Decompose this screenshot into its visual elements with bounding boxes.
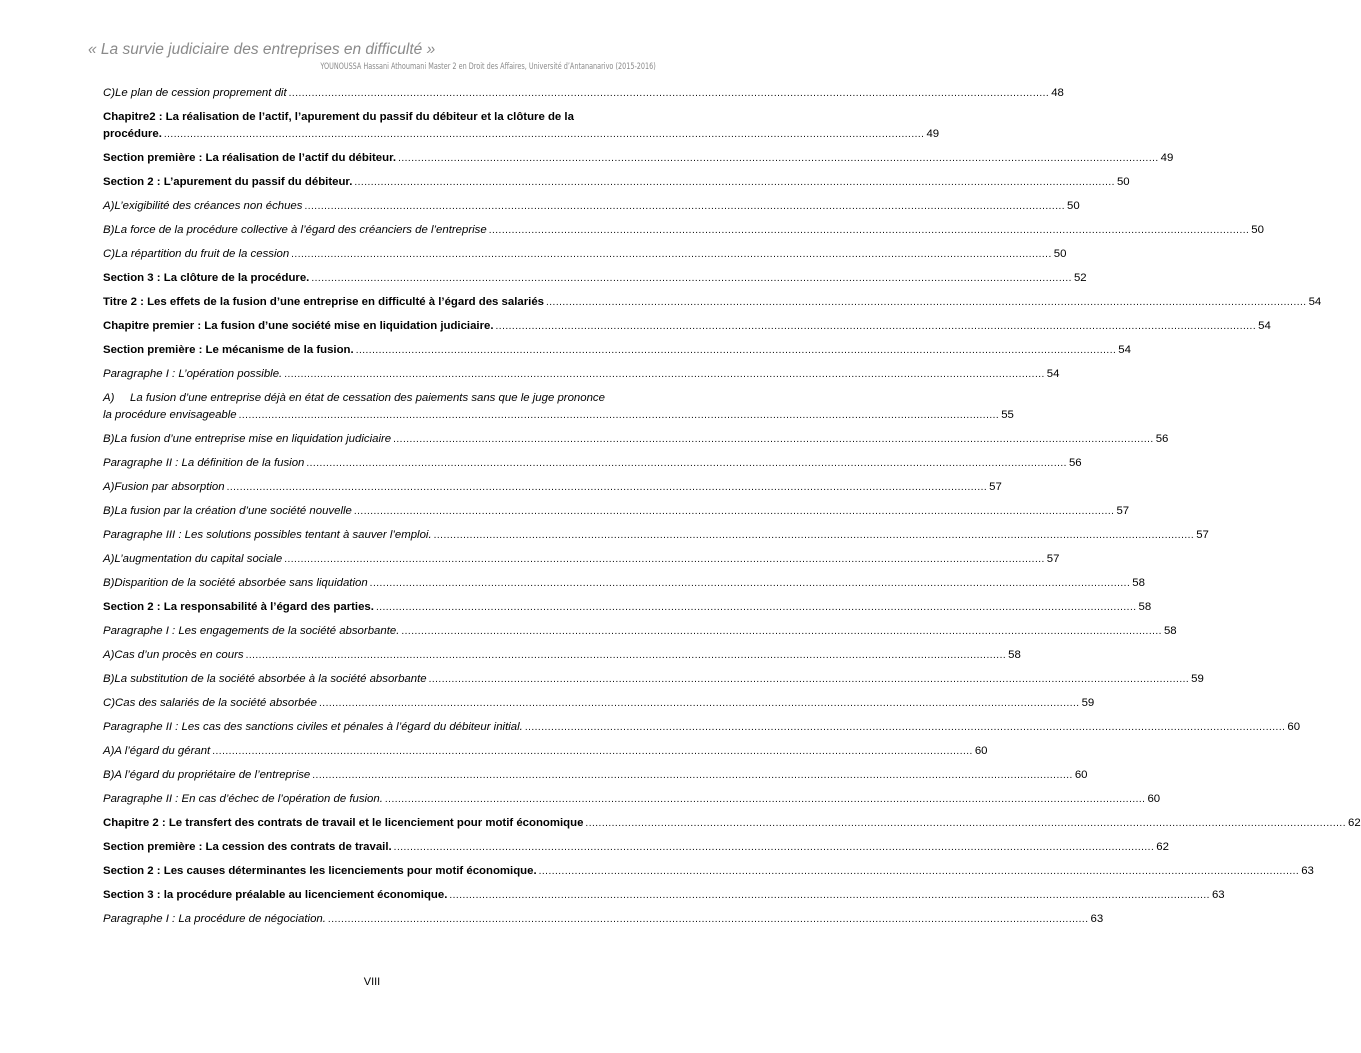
toc-entry-title: Section première : Le mécanisme de la fusion. <box>103 344 354 356</box>
toc-entry[interactable] <box>103 86 1064 101</box>
toc-entry[interactable] <box>103 456 1082 471</box>
toc-leader-dots: ........................................................................................................................................................................................................................................ <box>319 698 1080 709</box>
toc-entry-letter: B) <box>103 224 115 236</box>
toc-entry-letter: C) <box>103 248 116 260</box>
page-number: VIII <box>363 976 381 988</box>
toc-entry-title: Chapitre 2 : Le transfert des contrats de travail et le licenciement pour motif économique <box>103 817 584 829</box>
toc-entry-page: 54 <box>1308 296 1322 308</box>
toc-entry-page: 59 <box>1191 673 1204 685</box>
toc-leader-dots: ........................................................................................................................................................................................................................................ <box>585 818 1346 829</box>
toc-entry-letter: B) <box>103 433 115 445</box>
toc-entry[interactable] <box>103 343 1131 358</box>
toc-entry-title: Paragraphe I : L’opération possible. <box>103 368 283 380</box>
toc-entry-page: 57 <box>1116 505 1130 517</box>
toc-entry-title: La force de la procédure collective à l’égard des créanciers de l’entreprise <box>114 224 487 236</box>
toc-entry-page: 54 <box>1258 320 1271 332</box>
toc-entry-title: Paragraphe II : En cas d’échec de l’opération de fusion. <box>103 793 383 805</box>
toc-entry-page: 49 <box>926 128 940 140</box>
toc-entry-page: 58 <box>1163 625 1177 637</box>
toc-leader-dots: ........................................................................................................................................................................................................................................ <box>284 369 1045 380</box>
toc-entry-page: 50 <box>1116 176 1130 188</box>
toc-entry-page: 50 <box>1067 200 1080 212</box>
toc-entry[interactable] <box>103 504 1130 519</box>
toc-entry-title: Disparition de la société absorbée sans liquidation <box>114 577 368 589</box>
toc-entry[interactable] <box>103 768 1088 783</box>
toc-entry[interactable] <box>103 175 1130 190</box>
toc-leader-dots: ........................................................................................................................................................................................................................................ <box>245 650 1007 661</box>
toc-entry-page: 49 <box>1160 152 1174 164</box>
toc-entry-title: L’augmentation du capital sociale <box>114 553 283 565</box>
toc-entry-page: 63 <box>1211 889 1225 901</box>
toc-entry-page: 56 <box>1155 433 1169 445</box>
toc-entry-letter: B) <box>103 673 115 685</box>
toc-entry-page: 58 <box>1132 577 1145 589</box>
toc-entry-page: 58 <box>1008 649 1021 661</box>
toc-leader-dots: ........................................................................................................................................................................................................................................ <box>538 866 1300 877</box>
toc-entry[interactable] <box>103 223 1264 238</box>
toc-entry[interactable] <box>103 110 940 142</box>
toc-entry[interactable] <box>103 319 1271 334</box>
toc-entry[interactable] <box>103 816 1361 831</box>
toc-entry[interactable] <box>103 271 1087 286</box>
toc-entry-title-continued: procédure. <box>103 128 162 140</box>
toc-entry-letter: B) <box>103 769 115 781</box>
toc-leader-dots: ........................................................................................................................................................................................................................................ <box>327 914 1089 925</box>
toc-entry[interactable] <box>103 480 1002 495</box>
toc-leader-dots: ........................................................................................................................................................................................................................................ <box>524 722 1286 733</box>
running-header-title: « La survie judiciaire des entreprises en difficulté » <box>88 41 436 58</box>
toc-entry[interactable] <box>103 528 1209 543</box>
toc-leader-dots: ........................................................................................................................................................................................................................................ <box>284 554 1045 565</box>
toc-leader-dots: ........................................................................................................................................................................................................................................ <box>212 746 973 757</box>
toc-entry-page: 50 <box>1053 248 1067 260</box>
toc-leader-dots: ........................................................................................................................................................................................................................................ <box>355 345 1117 356</box>
toc-leader-dots: ........................................................................................................................................................................................................................................ <box>312 770 1073 781</box>
toc-entry-title: Titre 2 : Les effets de la fusion d’une entreprise en difficulté à l’égard des salariés <box>103 296 544 308</box>
toc-entry-title-continued: la procédure envisageable <box>103 409 237 421</box>
toc-entry[interactable] <box>103 888 1225 903</box>
toc-entry-letter: A) <box>103 392 115 404</box>
toc-entry-title: Section 3 : la procédure préalable au licenciement économique. <box>103 889 448 901</box>
toc-leader-dots: ........................................................................................................................................................................................................................................ <box>163 129 925 140</box>
toc-leader-dots: ........................................................................................................................................................................................................................................ <box>401 626 1162 637</box>
toc-leader-dots: ........................................................................................................................................................................................................................................ <box>488 225 1250 236</box>
toc-entry-title: Section première : La réalisation de l’actif du débiteur. <box>103 152 397 164</box>
toc-leader-dots: ........................................................................................................................................................................................................................................ <box>353 506 1115 517</box>
toc-entry-title: Paragraphe I : La procédure de négociation. <box>103 913 326 925</box>
toc-entry-letter: A) <box>103 553 115 565</box>
toc-entry[interactable] <box>103 295 1322 310</box>
toc-entry-page: 62 <box>1156 841 1169 853</box>
toc-entry[interactable] <box>103 696 1095 711</box>
toc-entry-title: Paragraphe I : Les engagements de la société absorbante. <box>103 625 400 637</box>
toc-entry-title: La fusion d’une entreprise déjà en état de cessation des paiements sans que le juge prononce <box>130 392 605 404</box>
toc-entry-title: Le plan de cession proprement dit <box>115 87 287 99</box>
toc-entry-page: 56 <box>1068 457 1082 469</box>
toc-entry-page: 60 <box>1074 769 1088 781</box>
toc-entry-title: Fusion par absorption <box>114 481 225 493</box>
toc-leader-dots: ........................................................................................................................................................................................................................................ <box>311 273 1072 284</box>
toc-entry-title: Cas d’un procès en cours <box>114 649 244 661</box>
toc-entry-page: 60 <box>1287 721 1301 733</box>
toc-entry[interactable] <box>103 432 1169 447</box>
toc-entry-page: 54 <box>1046 368 1060 380</box>
toc-leader-dots: ........................................................................................................................................................................................................................................ <box>398 153 1159 164</box>
toc-entry-title: Chapitre premier : La fusion d’une société mise en liquidation judiciaire. <box>103 320 494 332</box>
toc-leader-dots: ........................................................................................................................................................................................................................................ <box>306 458 1067 469</box>
toc-leader-dots: ........................................................................................................................................................................................................................................ <box>354 177 1115 188</box>
toc-leader-dots: ........................................................................................................................................................................................................................................ <box>304 201 1066 212</box>
toc-entry-title: Paragraphe III : Les solutions possibles tentant à sauver l’emploi. <box>103 529 432 541</box>
toc-entry-title: Paragraphe II : Les cas des sanctions civiles et pénales à l’égard du débiteur initial. <box>103 721 523 733</box>
toc-entry[interactable] <box>103 600 1152 615</box>
toc-entry[interactable] <box>103 864 1314 879</box>
toc-entry-page: 54 <box>1118 344 1131 356</box>
toc-entry-page: 59 <box>1081 697 1095 709</box>
toc-leader-dots: ........................................................................................................................................................................................................................................ <box>384 794 1146 805</box>
toc-leader-dots: ........................................................................................................................................................................................................................................ <box>546 297 1307 308</box>
toc-entry-page: 57 <box>989 481 1002 493</box>
toc-entry[interactable] <box>103 648 1021 663</box>
toc-entry[interactable] <box>103 199 1080 214</box>
toc-entry-title: La fusion d’une entreprise mise en liquidation judiciaire <box>114 433 392 445</box>
toc-entry-title: Section 2 : La responsabilité à l’égard des parties. <box>103 601 374 613</box>
toc-entry-title: Section 2 : L’apurement du passif du débiteur. <box>103 176 353 188</box>
toc-entry-letter: C) <box>103 87 116 99</box>
toc-entry-letter: B) <box>103 577 115 589</box>
toc-entry-page: 52 <box>1073 272 1087 284</box>
toc-entry[interactable] <box>103 391 1014 423</box>
toc-entry-page: 63 <box>1090 913 1104 925</box>
toc-leader-dots: ........................................................................................................................................................................................................................................ <box>291 249 1052 260</box>
toc-entry[interactable] <box>103 744 988 759</box>
table-of-contents <box>103 86 1361 936</box>
toc-entry-letter: A) <box>103 481 115 493</box>
toc-entry-title: Cas des salariés de la société absorbée <box>115 697 318 709</box>
toc-entry[interactable] <box>103 552 1060 567</box>
toc-leader-dots: ........................................................................................................................................................................................................................................ <box>288 88 1050 99</box>
toc-leader-dots: ........................................................................................................................................................................................................................................ <box>393 434 1154 445</box>
toc-entry-title: La répartition du fruit de la cession <box>115 248 290 260</box>
toc-entry[interactable] <box>103 672 1204 687</box>
toc-entry-page: 58 <box>1138 601 1152 613</box>
toc-entry-letter: C) <box>103 697 116 709</box>
toc-entry-page: 62 <box>1348 817 1361 829</box>
toc-entry-page: 57 <box>1196 529 1209 541</box>
toc-entry-page: 63 <box>1301 865 1314 877</box>
toc-entry-title: A l’égard du gérant <box>114 745 211 757</box>
toc-entry-title: L’exigibilité des créances non échues <box>114 200 303 212</box>
toc-entry-title: La fusion par la création d’une société nouvelle <box>114 505 352 517</box>
toc-entry-title: Section 3 : La clôture de la procédure. <box>103 272 310 284</box>
toc-entry[interactable] <box>103 792 1161 807</box>
toc-leader-dots: ........................................................................................................................................................................................................................................ <box>369 578 1131 589</box>
toc-entry-title: La substitution de la société absorbée à la société absorbante <box>114 673 427 685</box>
toc-entry-title: A l’égard du propriétaire de l’entreprise <box>114 769 311 781</box>
toc-entry[interactable] <box>103 151 1174 166</box>
toc-entry[interactable] <box>103 720 1301 735</box>
toc-entry[interactable] <box>103 367 1060 382</box>
toc-entry-page: 48 <box>1051 87 1064 99</box>
toc-leader-dots: ........................................................................................................................................................................................................................................ <box>238 410 1000 421</box>
toc-entry-page: 50 <box>1251 224 1264 236</box>
toc-entry[interactable] <box>103 912 1104 927</box>
toc-entry[interactable] <box>103 840 1169 855</box>
toc-entry-letter: A) <box>103 200 115 212</box>
toc-entry-title: Section 2 : Les causes déterminantes les licenciements pour motif économique. <box>103 865 537 877</box>
toc-leader-dots: ........................................................................................................................................................................................................................................ <box>375 602 1137 613</box>
toc-leader-dots: ........................................................................................................................................................................................................................................ <box>433 530 1195 541</box>
toc-entry-letter: A) <box>103 745 115 757</box>
toc-leader-dots: ........................................................................................................................................................................................................................................ <box>449 890 1210 901</box>
toc-entry-letter: A) <box>103 649 115 661</box>
toc-entry-title: Section première : La cession des contrats de travail. <box>103 841 392 853</box>
toc-leader-dots: ........................................................................................................................................................................................................................................ <box>226 482 988 493</box>
toc-entry-page: 60 <box>1147 793 1161 805</box>
toc-entry-title: Chapitre2 : La réalisation de l’actif, l’apurement du passif du débiteur et la clôture de la <box>103 111 574 123</box>
toc-leader-dots: ........................................................................................................................................................................................................................................ <box>428 674 1190 685</box>
toc-entry-page: 60 <box>974 745 988 757</box>
toc-entry-page: 57 <box>1046 553 1060 565</box>
toc-leader-dots: ........................................................................................................................................................................................................................................ <box>393 842 1155 853</box>
toc-leader-dots: ........................................................................................................................................................................................................................................ <box>495 321 1257 332</box>
toc-entry-title: Paragraphe II : La définition de la fusion <box>103 457 305 469</box>
toc-entry[interactable] <box>103 247 1067 262</box>
toc-entry-letter: B) <box>103 505 115 517</box>
toc-entry-page: 55 <box>1001 409 1014 421</box>
toc-entry[interactable] <box>103 624 1177 639</box>
running-header-author: YOUNOUSSA Hassani Athoumani Master 2 en Droit des Affaires, Université d’Antananarivo (2015-2016) <box>320 62 656 72</box>
toc-entry[interactable] <box>103 576 1145 591</box>
